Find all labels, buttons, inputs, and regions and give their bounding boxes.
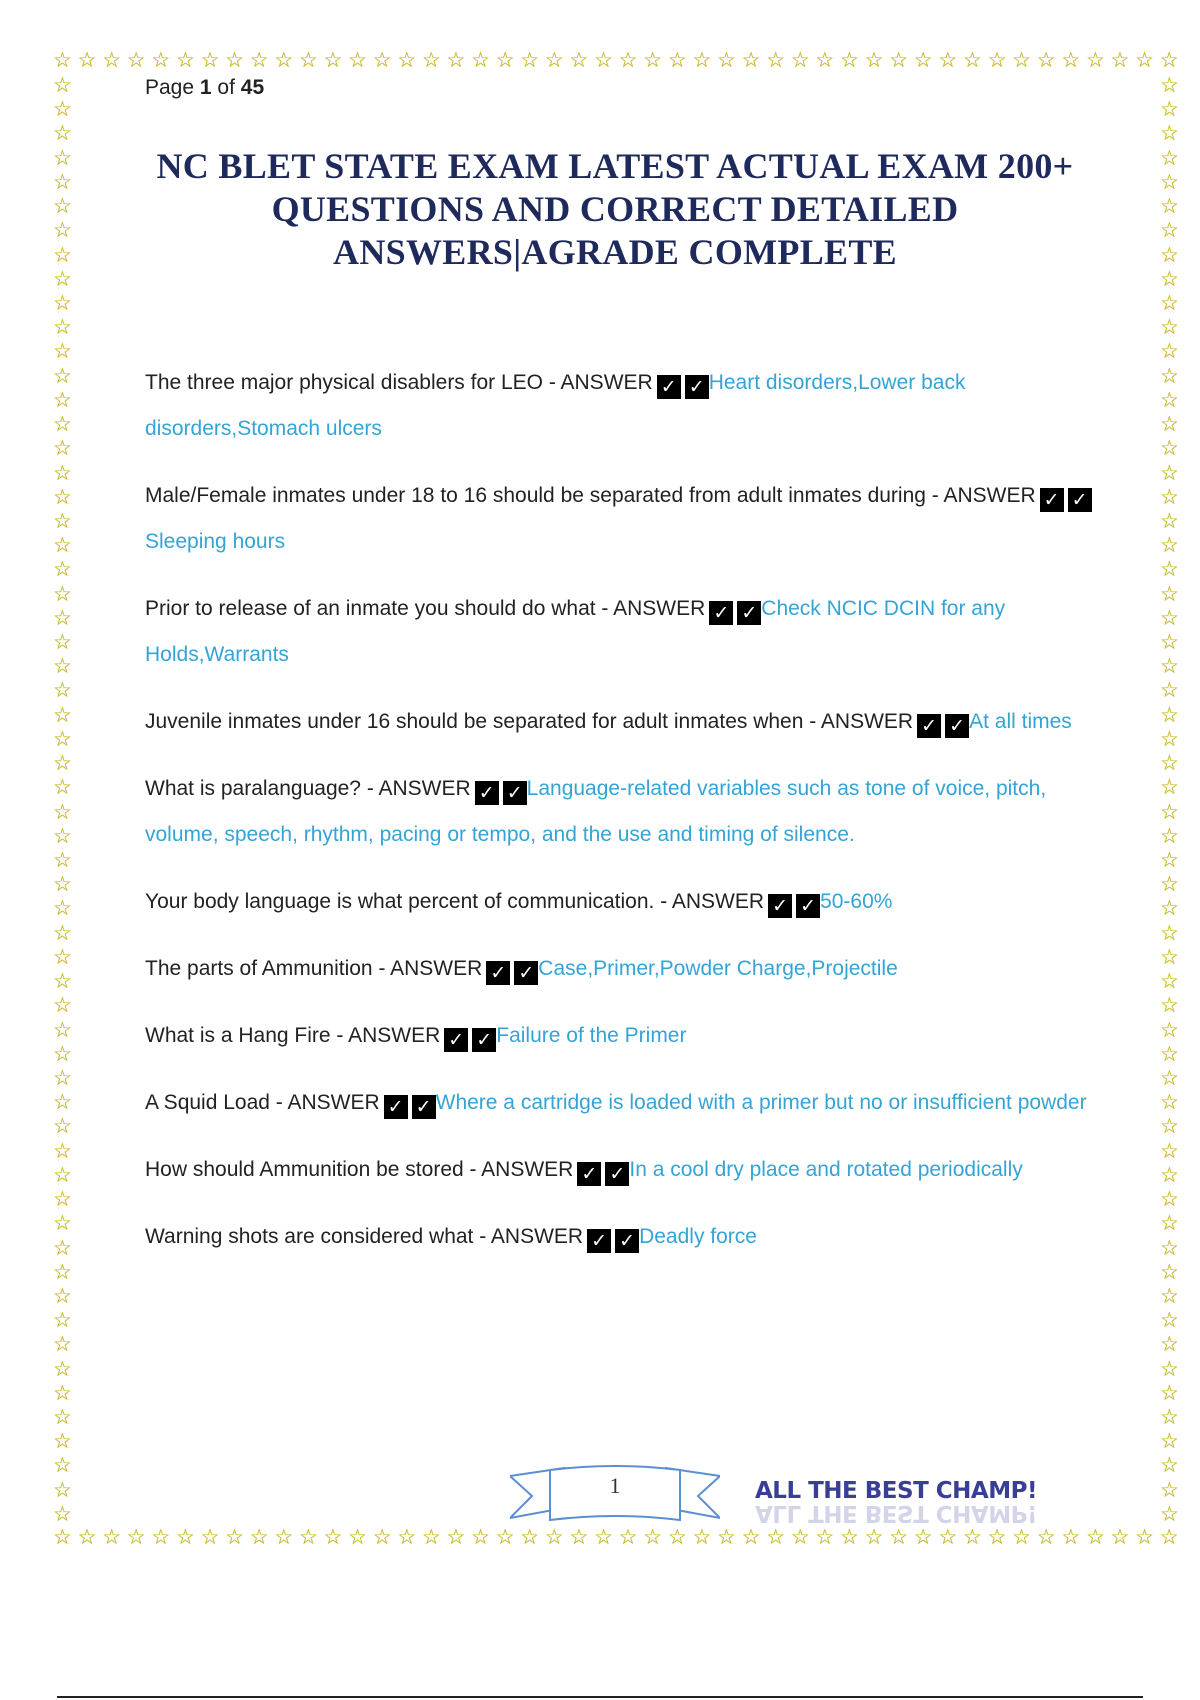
qa-question: The parts of Ammunition - ANSWER [145, 957, 483, 980]
star-icon: ☆ [53, 218, 72, 243]
star-icon: ☆ [53, 339, 72, 364]
star-icon: ☆ [594, 1525, 613, 1549]
star-icon: ☆ [53, 1235, 72, 1260]
star-icon: ☆ [53, 169, 72, 194]
checkbox-checked-icon: ✓ [768, 894, 792, 918]
checkbox-checked-icon: ✓ [709, 601, 733, 625]
star-icon: ☆ [1160, 605, 1179, 630]
star-icon: ☆ [1160, 460, 1179, 485]
star-icon: ☆ [1160, 557, 1179, 582]
star-icon: ☆ [53, 969, 72, 994]
star-icon: ☆ [1160, 1429, 1179, 1454]
star-icon: ☆ [249, 48, 269, 72]
qa-question: The three major physical disablers for LEO - ANSWER [145, 371, 653, 394]
star-icon: ☆ [1160, 1405, 1179, 1430]
footer-page-number: 1 [609, 1473, 621, 1498]
star-icon: ☆ [618, 1525, 638, 1549]
star-icon: ☆ [53, 605, 72, 630]
qa-question: Your body language is what percent of communication. - ANSWER [145, 890, 765, 913]
star-icon: ☆ [1160, 702, 1179, 727]
star-icon: ☆ [77, 1525, 97, 1549]
star-icon: ☆ [1160, 484, 1179, 509]
star-icon: ☆ [53, 920, 72, 945]
star-icon: ☆ [421, 1525, 441, 1549]
star-icon: ☆ [1160, 1501, 1179, 1526]
star-icon: ☆ [53, 896, 72, 921]
star-icon: ☆ [53, 1017, 72, 1042]
star-icon: ☆ [53, 726, 72, 751]
star-icon: ☆ [790, 1525, 810, 1549]
title-line-1: NC BLET STATE EXAM LATEST ACTUAL EXAM 200+ [156, 146, 1074, 186]
qa-answer: Case,Primer,Powder Charge,Projectile [538, 957, 898, 980]
star-icon: ☆ [962, 1525, 982, 1549]
star-icon: ☆ [151, 48, 171, 72]
star-icon: ☆ [594, 48, 613, 72]
star-icon: ☆ [1160, 630, 1179, 655]
page-label: Page [145, 76, 195, 99]
star-icon: ☆ [53, 823, 72, 848]
star-icon: ☆ [643, 48, 663, 72]
star-icon: ☆ [987, 48, 1007, 72]
star-border-bottom [53, 1527, 1179, 1548]
star-icon: ☆ [1160, 339, 1179, 364]
star-icon: ☆ [864, 48, 884, 72]
star-icon: ☆ [53, 993, 72, 1018]
star-icon: ☆ [1160, 654, 1179, 679]
star-icon: ☆ [298, 1525, 318, 1549]
star-icon: ☆ [1160, 508, 1179, 533]
star-icon: ☆ [53, 1162, 72, 1187]
star-icon: ☆ [1159, 1525, 1179, 1549]
star-icon: ☆ [1160, 1308, 1179, 1333]
checkbox-checked-icon: ✓ [615, 1229, 639, 1253]
star-icon: ☆ [446, 1525, 466, 1549]
star-icon: ☆ [53, 775, 72, 800]
star-icon: ☆ [815, 1525, 835, 1549]
star-icon: ☆ [53, 533, 72, 558]
star-icon: ☆ [471, 1525, 490, 1549]
star-icon: ☆ [889, 1525, 909, 1549]
star-icon: ☆ [1160, 1090, 1179, 1115]
star-icon: ☆ [1160, 799, 1179, 824]
page-current: 1 [199, 76, 212, 99]
star-icon: ☆ [225, 48, 244, 72]
star-icon: ☆ [1160, 121, 1179, 146]
star-icon: ☆ [53, 460, 72, 485]
star-icon: ☆ [200, 1525, 220, 1549]
star-icon: ☆ [274, 48, 294, 72]
checkbox-checked-icon: ✓ [945, 714, 969, 738]
star-icon: ☆ [102, 1525, 122, 1549]
star-icon: ☆ [840, 48, 859, 72]
star-icon: ☆ [692, 48, 712, 72]
checkbox-checked-icon: ✓ [412, 1095, 436, 1119]
star-icon: ☆ [1160, 896, 1179, 921]
checkbox-checked-icon: ✓ [685, 375, 709, 399]
qa-answer: In a cool dry place and rotated periodically [629, 1158, 1023, 1181]
star-icon: ☆ [53, 1283, 72, 1308]
star-icon: ☆ [53, 799, 72, 824]
star-icon: ☆ [864, 1525, 884, 1549]
star-icon: ☆ [53, 387, 72, 412]
star-icon: ☆ [766, 1525, 786, 1549]
star-icon: ☆ [1160, 97, 1179, 122]
star-icon: ☆ [126, 1525, 146, 1549]
star-icon: ☆ [53, 1259, 72, 1284]
star-icon: ☆ [421, 48, 441, 72]
star-icon: ☆ [938, 48, 958, 72]
star-icon: ☆ [618, 48, 638, 72]
star-icon: ☆ [520, 1525, 540, 1549]
star-border-right [1160, 75, 1179, 1525]
qa-item [145, 586, 1095, 678]
qa-answer: Heart disorders,Lower back disorders,Stomach ulcers [145, 371, 966, 440]
star-icon: ☆ [53, 1429, 72, 1454]
star-icon: ☆ [987, 1525, 1007, 1549]
qa-question: Prior to release of an inmate you should do what - ANSWER [145, 597, 706, 620]
star-icon: ☆ [643, 1525, 663, 1549]
star-icon: ☆ [53, 1453, 72, 1478]
star-icon: ☆ [790, 48, 810, 72]
star-icon: ☆ [1160, 363, 1179, 388]
star-icon: ☆ [569, 48, 589, 72]
page-of: of [217, 76, 235, 99]
star-icon: ☆ [938, 1525, 958, 1549]
star-icon: ☆ [1160, 1114, 1179, 1139]
title-line-3: ANSWERS|AGRADE COMPLETE [333, 232, 897, 272]
qa-answer: 50-60% [820, 890, 893, 913]
star-icon: ☆ [53, 315, 72, 340]
star-icon: ☆ [889, 48, 909, 72]
star-icon: ☆ [53, 1065, 72, 1090]
checkbox-checked-icon: ✓ [587, 1229, 611, 1253]
star-icon: ☆ [1160, 412, 1179, 437]
qa-question: A Squid Load - ANSWER [145, 1091, 380, 1114]
star-icon: ☆ [53, 242, 72, 267]
star-icon: ☆ [569, 1525, 589, 1549]
star-icon: ☆ [1160, 218, 1179, 243]
star-icon: ☆ [175, 48, 195, 72]
star-icon: ☆ [53, 1041, 72, 1066]
star-icon: ☆ [1036, 48, 1056, 72]
star-icon: ☆ [53, 557, 72, 582]
star-icon: ☆ [1160, 969, 1179, 994]
star-icon: ☆ [323, 1525, 343, 1549]
checkbox-checked-icon: ✓ [1068, 488, 1092, 512]
star-icon: ☆ [495, 48, 515, 72]
star-icon: ☆ [741, 48, 761, 72]
star-icon: ☆ [1135, 48, 1154, 72]
star-icon: ☆ [1160, 726, 1179, 751]
star-icon: ☆ [53, 654, 72, 679]
qa-item [145, 946, 1095, 992]
qa-question: Warning shots are considered what - ANSWER [145, 1225, 584, 1248]
star-icon: ☆ [1160, 145, 1179, 170]
star-icon: ☆ [1160, 678, 1179, 703]
star-icon: ☆ [913, 1525, 933, 1549]
star-icon: ☆ [1160, 944, 1179, 969]
star-icon: ☆ [766, 48, 786, 72]
star-icon: ☆ [53, 436, 72, 461]
qa-item [145, 360, 1095, 452]
star-icon: ☆ [1160, 1017, 1179, 1042]
star-icon: ☆ [1012, 1525, 1031, 1549]
star-icon: ☆ [1160, 1187, 1179, 1212]
star-icon: ☆ [1160, 1041, 1179, 1066]
qa-question: Juvenile inmates under 16 should be separated for adult inmates when - ANSWER [145, 710, 914, 733]
star-icon: ☆ [913, 48, 933, 72]
star-icon: ☆ [1110, 1525, 1130, 1549]
checkbox-checked-icon: ✓ [577, 1162, 601, 1186]
star-icon: ☆ [372, 48, 392, 72]
qa-question: How should Ammunition be stored - ANSWER [145, 1158, 574, 1181]
checkbox-checked-icon: ✓ [384, 1095, 408, 1119]
star-icon: ☆ [53, 97, 72, 122]
star-icon: ☆ [1036, 1525, 1056, 1549]
star-icon: ☆ [53, 1501, 72, 1526]
star-icon: ☆ [298, 48, 318, 72]
star-icon: ☆ [1085, 48, 1105, 72]
checkbox-checked-icon: ✓ [657, 375, 681, 399]
qa-answer: Language-related variables such as tone of voice, pitch, volume, speech, rhythm, pacing or tempo, and the use and timing of silence. [145, 777, 1047, 846]
star-icon: ☆ [717, 1525, 736, 1549]
star-icon: ☆ [1085, 1525, 1105, 1549]
star-icon: ☆ [53, 848, 72, 872]
star-icon: ☆ [667, 48, 687, 72]
star-icon: ☆ [1160, 290, 1179, 315]
star-icon: ☆ [53, 412, 72, 437]
star-icon: ☆ [1160, 194, 1179, 219]
star-icon: ☆ [1160, 266, 1179, 291]
star-icon: ☆ [53, 363, 72, 388]
star-icon: ☆ [348, 48, 367, 72]
star-icon: ☆ [53, 1187, 72, 1212]
star-icon: ☆ [53, 121, 72, 146]
star-icon: ☆ [53, 194, 72, 219]
checkbox-checked-icon: ✓ [475, 781, 499, 805]
star-icon: ☆ [53, 73, 72, 97]
star-icon: ☆ [1160, 1162, 1179, 1187]
qa-item [145, 1080, 1095, 1126]
star-icon: ☆ [348, 1525, 367, 1549]
star-icon: ☆ [840, 1525, 859, 1549]
checkbox-checked-icon: ✓ [796, 894, 820, 918]
star-icon: ☆ [544, 48, 564, 72]
star-icon: ☆ [53, 1090, 72, 1115]
star-icon: ☆ [53, 581, 72, 606]
star-icon: ☆ [1160, 436, 1179, 461]
qa-item [145, 766, 1095, 858]
checkbox-checked-icon: ✓ [514, 961, 538, 985]
star-icon: ☆ [495, 1525, 515, 1549]
star-icon: ☆ [692, 1525, 712, 1549]
star-icon: ☆ [225, 1525, 244, 1549]
star-icon: ☆ [1159, 48, 1179, 72]
star-icon: ☆ [1160, 1332, 1179, 1357]
star-icon: ☆ [323, 48, 343, 72]
star-icon: ☆ [53, 1405, 72, 1430]
star-border-left [53, 75, 72, 1525]
star-icon: ☆ [274, 1525, 294, 1549]
qa-answer: Sleeping hours [145, 530, 286, 553]
star-icon: ☆ [717, 48, 736, 72]
star-icon: ☆ [446, 48, 466, 72]
star-icon: ☆ [667, 1525, 687, 1549]
star-icon: ☆ [102, 48, 122, 72]
star-icon: ☆ [544, 1525, 564, 1549]
star-icon: ☆ [1160, 1283, 1179, 1308]
star-icon: ☆ [53, 1477, 72, 1502]
checkbox-checked-icon: ✓ [486, 961, 510, 985]
star-icon: ☆ [53, 1525, 72, 1549]
star-icon: ☆ [53, 1114, 72, 1139]
star-icon: ☆ [53, 145, 72, 170]
checkbox-checked-icon: ✓ [444, 1028, 468, 1052]
star-icon: ☆ [1160, 533, 1179, 558]
star-icon: ☆ [1160, 1356, 1179, 1381]
qa-question: What is a Hang Fire - ANSWER [145, 1024, 441, 1047]
footer-slogan: ALL THE BEST CHAMP! [755, 1478, 1037, 1504]
star-icon: ☆ [1160, 775, 1179, 800]
checkbox-checked-icon: ✓ [503, 781, 527, 805]
star-icon: ☆ [53, 290, 72, 315]
star-icon: ☆ [53, 1308, 72, 1333]
star-icon: ☆ [815, 48, 835, 72]
star-icon: ☆ [53, 1380, 72, 1405]
star-icon: ☆ [397, 1525, 417, 1549]
qa-item [145, 1147, 1095, 1193]
star-icon: ☆ [1160, 315, 1179, 340]
star-icon: ☆ [53, 484, 72, 509]
star-icon: ☆ [1160, 1065, 1179, 1090]
star-icon: ☆ [397, 48, 417, 72]
star-icon: ☆ [1061, 48, 1081, 72]
star-icon: ☆ [1160, 1453, 1179, 1478]
qa-list [145, 360, 1095, 1281]
qa-item [145, 699, 1095, 745]
star-icon: ☆ [126, 48, 146, 72]
star-icon: ☆ [1160, 1259, 1179, 1284]
star-border-top [53, 50, 1179, 71]
star-icon: ☆ [1160, 823, 1179, 848]
star-icon: ☆ [77, 48, 97, 72]
checkbox-checked-icon: ✓ [472, 1028, 496, 1052]
star-icon: ☆ [53, 944, 72, 969]
document-title [120, 145, 1110, 274]
star-icon: ☆ [53, 630, 72, 655]
star-icon: ☆ [53, 678, 72, 703]
star-icon: ☆ [53, 872, 72, 897]
star-icon: ☆ [1160, 751, 1179, 776]
qa-answer: Failure of the Primer [496, 1024, 687, 1047]
footer-slogan-reflection: ALL THE BEST CHAMP! [755, 1500, 1037, 1526]
qa-answer: At all times [969, 710, 1072, 733]
star-icon: ☆ [53, 266, 72, 291]
star-icon: ☆ [53, 1211, 72, 1236]
checkbox-checked-icon: ✓ [737, 601, 761, 625]
star-icon: ☆ [1160, 920, 1179, 945]
star-icon: ☆ [1160, 242, 1179, 267]
star-icon: ☆ [1160, 848, 1179, 872]
star-icon: ☆ [1135, 1525, 1154, 1549]
star-icon: ☆ [151, 1525, 171, 1549]
qa-question: What is paralanguage? - ANSWER [145, 777, 471, 800]
star-icon: ☆ [53, 1138, 72, 1163]
star-icon: ☆ [1160, 387, 1179, 412]
star-icon: ☆ [1160, 169, 1179, 194]
star-icon: ☆ [1160, 993, 1179, 1018]
checkbox-checked-icon: ✓ [917, 714, 941, 738]
star-icon: ☆ [1160, 872, 1179, 897]
star-icon: ☆ [1160, 73, 1179, 97]
star-icon: ☆ [471, 48, 490, 72]
title-line-2: QUESTIONS AND CORRECT DETAILED [271, 189, 959, 229]
star-icon: ☆ [1160, 1477, 1179, 1502]
page-total: 45 [240, 76, 265, 99]
star-icon: ☆ [1012, 48, 1031, 72]
star-icon: ☆ [1160, 1380, 1179, 1405]
star-icon: ☆ [53, 48, 72, 72]
star-icon: ☆ [372, 1525, 392, 1549]
star-icon: ☆ [962, 48, 982, 72]
star-icon: ☆ [53, 508, 72, 533]
qa-item [145, 1214, 1095, 1260]
checkbox-checked-icon: ✓ [605, 1162, 629, 1186]
star-icon: ☆ [520, 48, 540, 72]
star-icon: ☆ [1110, 48, 1130, 72]
qa-item [145, 473, 1095, 565]
star-icon: ☆ [1160, 581, 1179, 606]
star-icon: ☆ [53, 702, 72, 727]
star-icon: ☆ [249, 1525, 269, 1549]
qa-answer: Deadly force [639, 1225, 757, 1248]
qa-answer: Check NCIC DCIN for any Holds,Warrants [145, 597, 1006, 666]
page-indicator [145, 76, 264, 100]
page-bottom-rule [57, 1696, 1143, 1698]
star-icon: ☆ [1160, 1211, 1179, 1236]
star-icon: ☆ [53, 1356, 72, 1381]
checkbox-checked-icon: ✓ [1040, 488, 1064, 512]
star-icon: ☆ [1061, 1525, 1081, 1549]
star-icon: ☆ [200, 48, 220, 72]
star-icon: ☆ [741, 1525, 761, 1549]
qa-item [145, 1013, 1095, 1059]
star-icon: ☆ [53, 1332, 72, 1357]
qa-question: Male/Female inmates under 18 to 16 should be separated from adult inmates during - ANSWER [145, 484, 1036, 507]
star-icon: ☆ [175, 1525, 195, 1549]
qa-answer: Where a cartridge is loaded with a primer but no or insufficient powder [435, 1091, 1087, 1114]
star-icon: ☆ [1160, 1235, 1179, 1260]
star-icon: ☆ [53, 751, 72, 776]
star-icon: ☆ [1160, 1138, 1179, 1163]
qa-item [145, 879, 1095, 925]
